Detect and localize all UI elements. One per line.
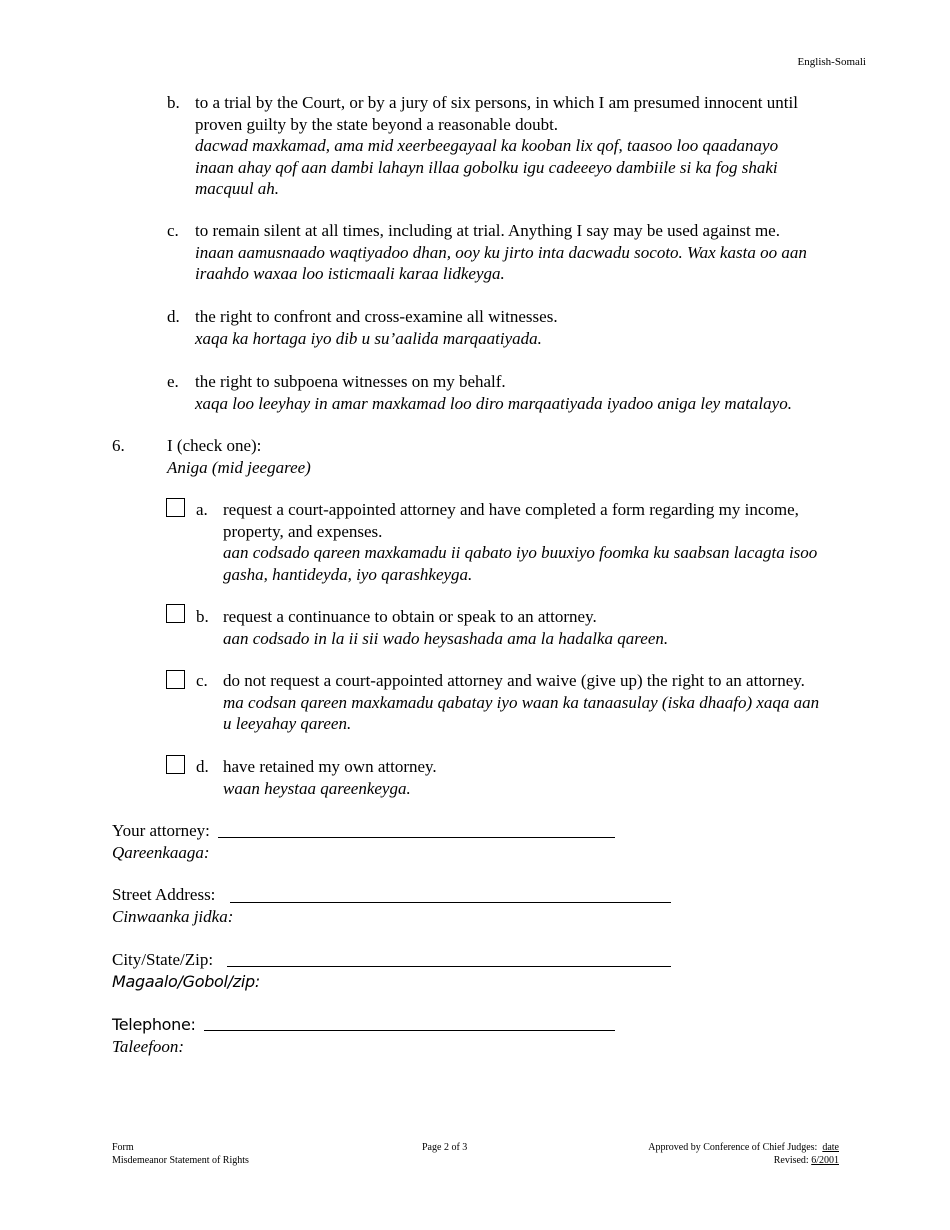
right-b-so-line: macquul ah. (195, 179, 280, 198)
option-a-so-line: aan codsado qareen maxkamadu ii qabato iyo buuxiyo foomka ku saabsan lacagta isoo (223, 543, 818, 562)
right-b-text (195, 92, 798, 200)
street-address-label-so: Cinwaanka jidka: (112, 906, 234, 926)
option-c-so-line: ma codsan qareen maxkamadu qabatay iyo waan ka tanaasulay (iska dhaafo) xaqa aan (223, 692, 820, 712)
footer-approval (648, 1142, 839, 1167)
option-d-en-line: have retained my own attorney. (223, 757, 437, 776)
right-d-letter: d. (167, 307, 180, 326)
right-e-en-line: the right to subpoena witnesses on my behalf. (195, 372, 506, 391)
option-d-checkbox[interactable] (166, 755, 185, 774)
street-address-label: Street Address: (112, 885, 216, 904)
right-b-letter: b. (167, 93, 180, 112)
right-d-en-line: the right to confront and cross-examine all witnesses. (195, 307, 558, 326)
footer-form-label: Form (112, 1142, 134, 1153)
option-c-so-line: u leeyahay qareen. (223, 714, 352, 733)
option-d-text (223, 756, 437, 799)
attorney-input-line[interactable] (218, 837, 615, 838)
language-label: English-Somali (797, 56, 866, 68)
footer-form-name: Misdemeanor Statement of Rights (112, 1154, 249, 1166)
option-b-so-line: aan codsado in la ii sii wado heysashada ama la hadalka qareen. (223, 628, 669, 648)
right-c-so-line: iraahdo waxaa loo isticmaali karaa lidkeyga. (195, 264, 505, 283)
attorney-label: Your attorney: (112, 821, 210, 840)
option-b-en-line: request a continuance to obtain or speak to an attorney. (223, 607, 597, 626)
attorney-label-so: Qareenkaaga: (112, 842, 210, 862)
footer-page-number: Page 2 of 3 (422, 1142, 468, 1153)
option-a-en-line: property, and expenses. (223, 521, 383, 541)
option-b-text (223, 606, 668, 649)
right-e-letter: e. (167, 372, 179, 391)
section-6-title-en: I (check one): (167, 436, 262, 455)
telephone-label-so: Taleefoon: (112, 1036, 185, 1056)
option-a-so-line: gasha, hantideyda, iyo qarashkeyga. (223, 564, 473, 584)
right-c-text (195, 220, 807, 285)
option-c-letter: c. (196, 671, 208, 690)
city-state-zip-input-line[interactable] (227, 966, 671, 967)
option-a-text (223, 499, 817, 585)
section-6-title-so: Aniga (mid jeegaree) (167, 457, 311, 477)
footer-revised-value: 6/2001 (811, 1154, 839, 1166)
right-b-en-line: to a trial by the Court, or by a jury of six persons, in which I am presumed innocent until (195, 93, 798, 112)
footer-revised-label: Revised: (773, 1154, 809, 1166)
option-c-text (223, 670, 819, 735)
telephone-label: Telephone: (112, 1015, 196, 1034)
right-d-text (195, 306, 558, 349)
section-6-number: 6. (112, 436, 125, 455)
option-b-letter: b. (196, 607, 209, 626)
right-b-so-line: dacwad maxkamad, ama mid xeerbeegayaal ka kooban lix qof, taasoo loo qaadanayo (195, 136, 779, 155)
option-a-checkbox[interactable] (166, 498, 185, 517)
footer-form-info (112, 1142, 249, 1167)
city-state-zip-label-so: Magaalo/Gobol/zip: (112, 971, 260, 991)
street-address-input-line[interactable] (230, 902, 671, 903)
city-state-zip-label: City/State/Zip: (112, 950, 214, 969)
city-state-zip-field (112, 949, 260, 992)
option-b-checkbox[interactable] (166, 604, 185, 623)
right-c-letter: c. (167, 221, 179, 240)
right-d-so-line: xaqa ka hortaga iyo dib u su’aalida marqaatiyada. (195, 328, 542, 348)
option-d-letter: d. (196, 757, 209, 776)
footer-approved-value: date (822, 1142, 839, 1153)
option-a-letter: a. (196, 500, 208, 519)
section-6-title (167, 435, 311, 478)
street-address-field (112, 884, 233, 927)
option-c-checkbox[interactable] (166, 670, 185, 689)
footer-approved-label: Approved by Conference of Chief Judges: (648, 1142, 818, 1153)
right-b-so-line: inaan ahay qof aan dambi lahayn illaa gobolku igu cadeeeyo dambiile si ka fog shaki (195, 157, 778, 177)
option-d-so-line: waan heystaa qareenkeyga. (223, 778, 411, 798)
right-c-en-line: to remain silent at all times, including at trial. Anything I say may be used against me. (195, 221, 780, 240)
option-c-en-line: do not request a court-appointed attorney and waive (give up) the right to an attorney. (223, 671, 805, 690)
right-c-so-line: inaan aamusnaado waqtiyadoo dhan, ooy ku jirto inta dacwadu socoto. Wax kasta oo aan (195, 242, 807, 262)
right-e-text (195, 371, 792, 414)
option-a-en-line: request a court-appointed attorney and have completed a form regarding my income, (223, 500, 799, 519)
right-e-so-line: xaqa loo leeyhay in amar maxkamad loo diro marqaatiyada iyadoo aniga ley matalayo. (195, 393, 792, 413)
telephone-input-line[interactable] (204, 1030, 615, 1031)
attorney-field (112, 820, 210, 863)
right-b-en-line: proven guilty by the state beyond a reasonable doubt. (195, 114, 559, 134)
telephone-field (112, 1014, 196, 1057)
